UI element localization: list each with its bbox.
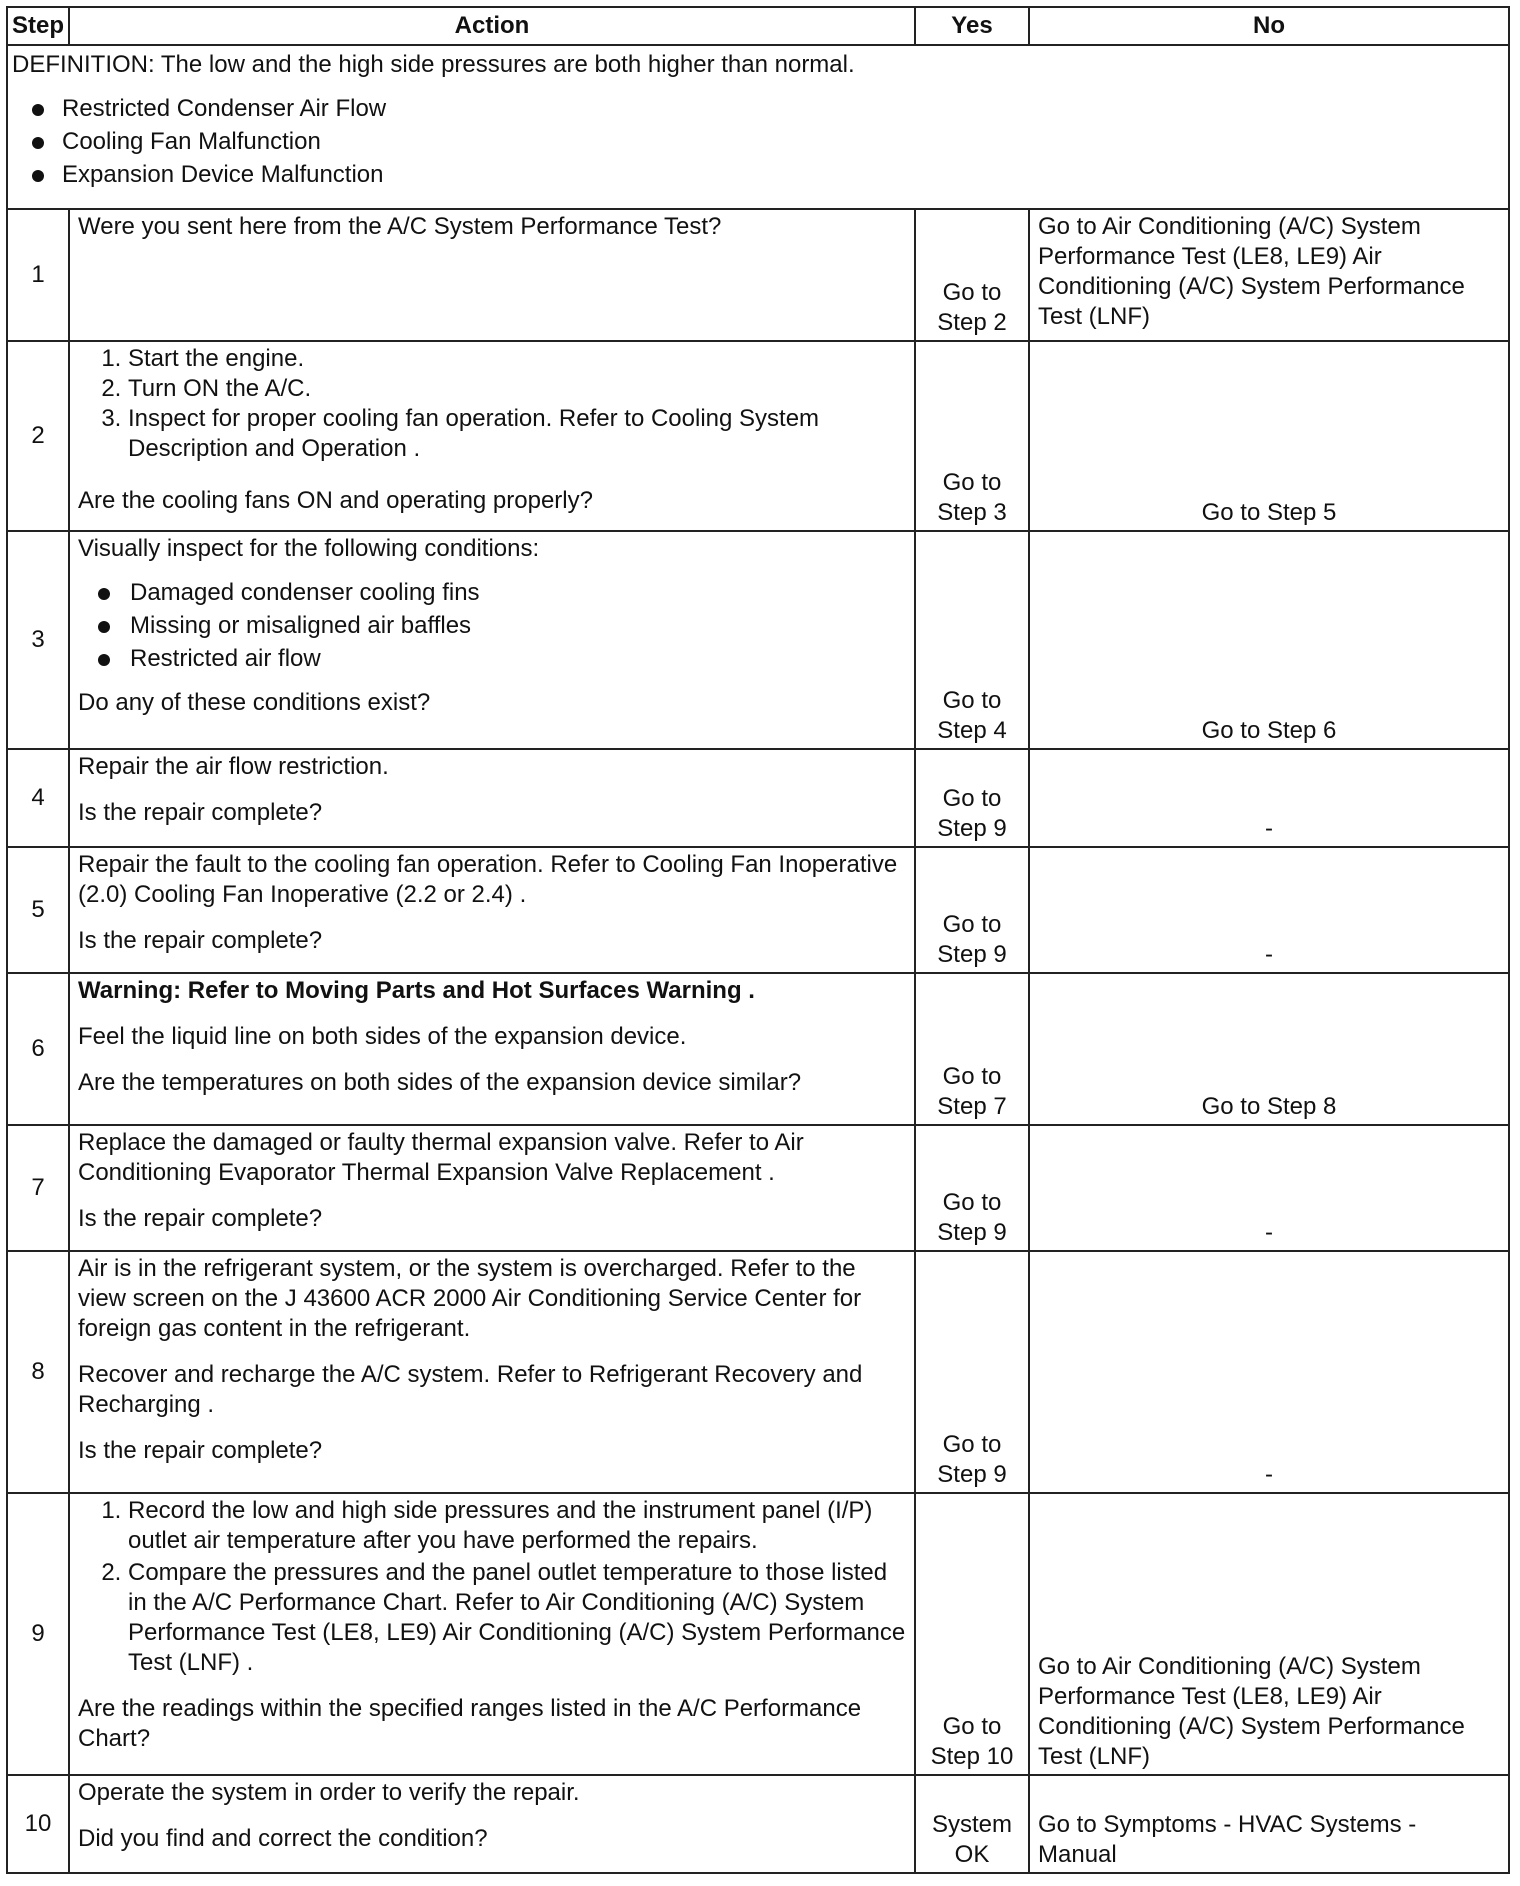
step-row — [7, 1125, 1509, 1251]
no-cell: Go to Step 6 — [1029, 531, 1509, 749]
action-question: Are the cooling fans ON and operating properly? — [78, 487, 593, 514]
action-cell — [69, 209, 915, 341]
step-row — [7, 1251, 1509, 1493]
action-bullets — [78, 578, 906, 674]
header-yes: Yes — [915, 7, 1029, 45]
action-text: Operate the system in order to verify the repair. — [78, 1779, 580, 1806]
action-question: Are the temperatures on both sides of the expansion device similar? — [78, 1069, 802, 1096]
definition-bullets — [12, 94, 1504, 190]
step-number: 10 — [7, 1775, 69, 1873]
step-number: 7 — [7, 1125, 69, 1251]
definition-row — [7, 45, 1509, 209]
definition-bullet: Restricted Condenser Air Flow — [12, 94, 1504, 124]
no-cell: - — [1029, 847, 1509, 973]
definition-bullet: Cooling Fan Malfunction — [12, 127, 1504, 157]
action-question: Is the repair complete? — [78, 1205, 323, 1232]
action-cell — [69, 1775, 915, 1873]
yes-cell: Go to Step 10 — [915, 1493, 1029, 1775]
step-row — [7, 531, 1509, 749]
yes-cell: Go to Step 3 — [915, 341, 1029, 531]
yes-cell: Go to Step 9 — [915, 847, 1029, 973]
step-number: 1 — [7, 209, 69, 341]
step-row — [7, 209, 1509, 341]
step-row — [7, 1493, 1509, 1775]
action-cell — [69, 341, 915, 531]
step-row — [7, 973, 1509, 1125]
action-text: Air is in the refrigerant system, or the system is overcharged. Refer to the view screen on the J 43600 ACR 2000 Air Conditioning Service Center for foreign gas content in the refrigerant. — [78, 1255, 862, 1342]
step-row — [7, 1775, 1509, 1873]
definition-cell — [7, 45, 1509, 209]
yes-cell: Go to Step 9 — [915, 1125, 1029, 1251]
definition-bullet: Expansion Device Malfunction — [12, 160, 1504, 190]
action-list-item: 2. Turn ON the A/C. — [128, 374, 906, 404]
action-bullet: Restricted air flow — [78, 644, 906, 674]
yes-cell: Go to Step 4 — [915, 531, 1029, 749]
step-number: 6 — [7, 973, 69, 1125]
step-number: 8 — [7, 1251, 69, 1493]
action-question: Did you find and correct the condition? — [78, 1825, 488, 1852]
action-question: Is the repair complete? — [78, 799, 323, 826]
step-number: 3 — [7, 531, 69, 749]
yes-cell: Go to Step 7 — [915, 973, 1029, 1125]
diagnostic-table — [6, 6, 1510, 1874]
yes-cell: Go to Step 2 — [915, 209, 1029, 341]
header-action: Action — [69, 7, 915, 45]
header-row — [7, 7, 1509, 45]
action-bullet: Damaged condenser cooling fins — [78, 578, 906, 608]
no-cell: - — [1029, 1125, 1509, 1251]
action-cell — [69, 1125, 915, 1251]
yes-cell: Go to Step 9 — [915, 1251, 1029, 1493]
step-number: 2 — [7, 341, 69, 531]
no-cell: Go to Step 5 — [1029, 341, 1509, 531]
step-row — [7, 341, 1509, 531]
no-cell: Go to Air Conditioning (A/C) System Performance Test (LE8, LE9) Air Conditioning (A/C) System Performance Test (LNF) — [1029, 1493, 1509, 1775]
header-step: Step — [7, 7, 69, 45]
no-cell: Go to Step 8 — [1029, 973, 1509, 1125]
step-number: 9 — [7, 1493, 69, 1775]
action-question: Were you sent here from the A/C System Performance Test? — [78, 213, 722, 240]
step-number: 4 — [7, 749, 69, 847]
action-list-item: 1. Record the low and high side pressures and the instrument panel (I/P) outlet air temperature after you have performed the repairs. — [128, 1496, 906, 1556]
action-cell — [69, 1251, 915, 1493]
action-cell — [69, 531, 915, 749]
action-intro: Visually inspect for the following conditions: — [78, 535, 540, 562]
step-row — [7, 847, 1509, 973]
action-cell — [69, 973, 915, 1125]
warning-text: Warning: Refer to Moving Parts and Hot Surfaces Warning . — [78, 977, 755, 1004]
header-no: No — [1029, 7, 1509, 45]
action-cell — [69, 1493, 915, 1775]
action-text: Recover and recharge the A/C system. Refer to Refrigerant Recovery and Recharging . — [78, 1361, 863, 1418]
yes-cell: Go to Step 9 — [915, 749, 1029, 847]
action-list-item: 3. Inspect for proper cooling fan operation. Refer to Cooling System Description and Operation . — [128, 404, 906, 464]
action-list-item: 1. Start the engine. — [128, 344, 906, 374]
action-bullet: Missing or misaligned air baffles — [78, 611, 906, 641]
action-question: Do any of these conditions exist? — [78, 689, 431, 716]
definition-text: DEFINITION: The low and the high side pressures are both higher than normal. — [12, 51, 855, 78]
action-question: Are the readings within the specified ranges listed in the A/C Performance Chart? — [78, 1695, 862, 1752]
action-text: Replace the damaged or faulty thermal expansion valve. Refer to Air Conditioning Evaporator Thermal Expansion Valve Replacement . — [78, 1129, 804, 1186]
no-cell: - — [1029, 749, 1509, 847]
step-number: 5 — [7, 847, 69, 973]
action-text: Feel the liquid line on both sides of the expansion device. — [78, 1023, 687, 1050]
yes-cell: System OK — [915, 1775, 1029, 1873]
action-list-item: 2. Compare the pressures and the panel outlet temperature to those listed in the A/C Performance Chart. Refer to Air Conditioning (A/C) System Performance Test (LE8, LE9) Air Conditioning (A/C) System Performance Test (LNF) . — [128, 1558, 906, 1678]
step-row — [7, 749, 1509, 847]
no-cell: Go to Symptoms - HVAC Systems - Manual — [1029, 1775, 1509, 1873]
action-list — [78, 1496, 906, 1678]
action-list — [78, 344, 906, 464]
action-cell — [69, 847, 915, 973]
action-cell — [69, 749, 915, 847]
action-question: Is the repair complete? — [78, 1437, 323, 1464]
no-cell: - — [1029, 1251, 1509, 1493]
action-question: Is the repair complete? — [78, 927, 323, 954]
no-cell: Go to Air Conditioning (A/C) System Performance Test (LE8, LE9) Air Conditioning (A/C) System Performance Test (LNF) — [1029, 209, 1509, 341]
action-text: Repair the air flow restriction. — [78, 753, 389, 780]
action-text: Repair the fault to the cooling fan operation. Refer to Cooling Fan Inoperative (2.0) Cooling Fan Inoperative (2.2 or 2.4) . — [78, 851, 898, 908]
